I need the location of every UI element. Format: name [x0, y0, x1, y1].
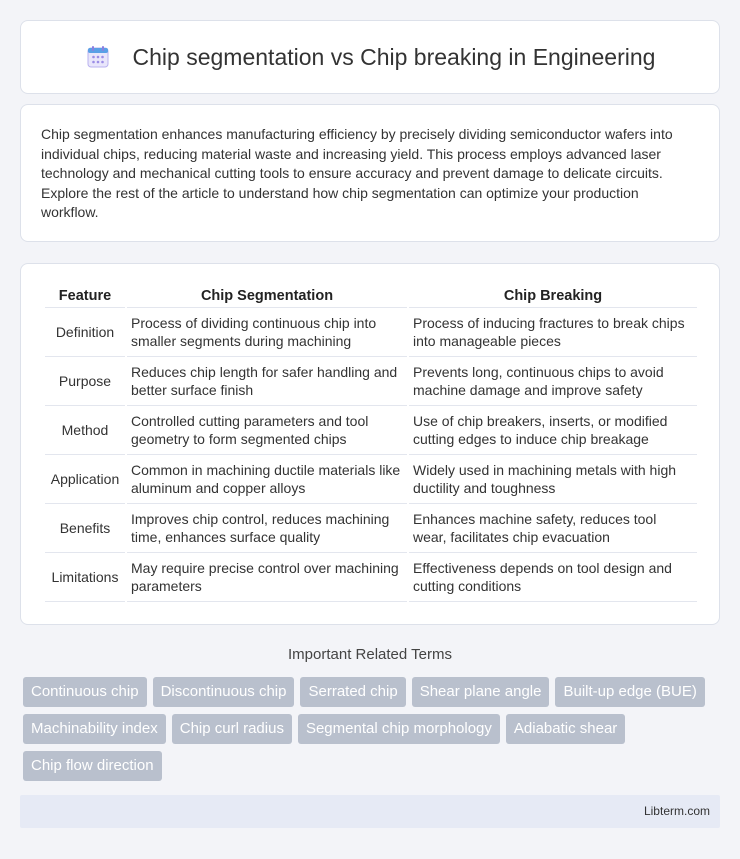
table-row [45, 308, 697, 357]
table-row [45, 553, 697, 602]
related-term-tag[interactable]: Machinability index [23, 714, 166, 744]
header-feature: Feature [45, 284, 125, 308]
footer [20, 795, 720, 828]
segmentation-cell: Improves chip control, reduces machining time, enhances surface quality [127, 504, 407, 553]
related-term-tag[interactable]: Serrated chip [300, 677, 405, 707]
related-terms-title: Important Related Terms [288, 646, 452, 663]
breaking-cell: Widely used in machining metals with high ductility and toughness [409, 455, 697, 504]
table-row [45, 455, 697, 504]
breaking-cell: Process of inducing fractures to break chips into manageable pieces [409, 308, 697, 357]
related-term-tag[interactable]: Adiabatic shear [506, 714, 625, 744]
segmentation-cell: Process of dividing continuous chip into smaller segments during machining [127, 308, 407, 357]
table-row [45, 406, 697, 455]
breaking-cell: Effectiveness depends on tool design and cutting conditions [409, 553, 697, 602]
calendar-icon [85, 44, 111, 70]
related-term-tag[interactable]: Built-up edge (BUE) [555, 677, 704, 707]
feature-cell: Limitations [45, 553, 125, 602]
feature-cell: Benefits [45, 504, 125, 553]
related-term-tag[interactable]: Discontinuous chip [153, 677, 295, 707]
breaking-cell: Enhances machine safety, reduces tool wear, facilitates chip evacuation [409, 504, 697, 553]
related-term-tag[interactable]: Shear plane angle [412, 677, 550, 707]
table-row [45, 504, 697, 553]
table-row [45, 357, 697, 406]
footer-brand[interactable]: Libterm.com [643, 804, 710, 818]
intro-card [20, 104, 720, 242]
comparison-table [43, 284, 699, 602]
feature-cell: Method [45, 406, 125, 455]
feature-cell: Purpose [45, 357, 125, 406]
header-chip-breaking: Chip Breaking [409, 284, 697, 308]
page-title: Chip segmentation vs Chip breaking in Engineering [132, 43, 656, 70]
feature-cell: Definition [45, 308, 125, 357]
segmentation-cell: May require precise control over machining parameters [127, 553, 407, 602]
segmentation-cell: Common in machining ductile materials like aluminum and copper alloys [127, 455, 407, 504]
table-header-row [45, 284, 697, 308]
comparison-card [20, 263, 720, 625]
intro-paragraph: Chip segmentation enhances manufacturing efficiency by precisely dividing semiconductor wafers into individual chips, reducing material waste and increasing yield. This process employs advanced laser technology and mechanical cutting tools to ensure accuracy and prevent damage to delicate circuits. Explore the rest of the article to understand how chip segmentation can optimize your production workflow. [41, 126, 673, 220]
header-card [20, 20, 720, 94]
breaking-cell: Prevents long, continuous chips to avoid machine damage and improve safety [409, 357, 697, 406]
related-terms-list [23, 677, 723, 788]
segmentation-cell: Reduces chip length for safer handling and better surface finish [127, 357, 407, 406]
segmentation-cell: Controlled cutting parameters and tool geometry to form segmented chips [127, 406, 407, 455]
related-term-tag[interactable]: Continuous chip [23, 677, 147, 707]
related-term-tag[interactable]: Chip flow direction [23, 751, 162, 781]
feature-cell: Application [45, 455, 125, 504]
related-term-tag[interactable]: Segmental chip morphology [298, 714, 500, 744]
header-chip-segmentation: Chip Segmentation [127, 284, 407, 308]
breaking-cell: Use of chip breakers, inserts, or modified cutting edges to induce chip breakage [409, 406, 697, 455]
related-term-tag[interactable]: Chip curl radius [172, 714, 292, 744]
